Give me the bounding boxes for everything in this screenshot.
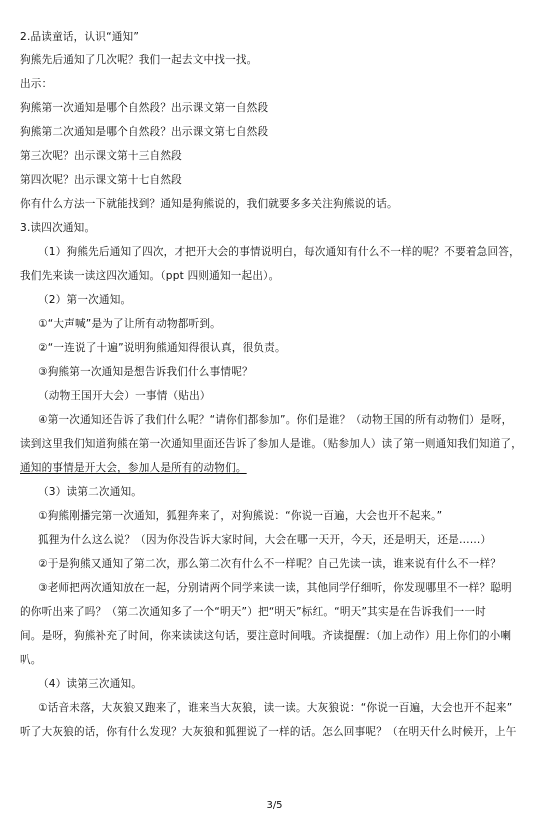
text-line: （动物王国开大会）一事情（贴出） <box>38 390 211 402</box>
text-line: 第四次呢？出示课文第十七自然段 <box>20 174 182 186</box>
underlined-text-line: 通知的事情是开大会，参加人是所有的动物们。 <box>20 462 247 474</box>
text-line: 读到这里我们知道狗熊在第一次通知里面还告诉了参加人是谁。（贴参加人）读了第一则通知我们知道了， <box>20 438 523 450</box>
text-line: 狗熊先后通知了几次呢？我们一起去文中找一找。 <box>20 54 258 66</box>
section-heading: 3.读四次通知。 <box>20 222 96 234</box>
text-line: 狐狸为什么这么说？（因为你没告诉大家时间，大会在哪一天开，今天，还是明天，还是……） <box>38 534 492 546</box>
text-line: 出示： <box>20 78 53 90</box>
text-line: ③老师把两次通知放在一起，分别请两个同学来读一读，其他同学仔细听，你发现哪里不一样？聪明 <box>38 582 512 594</box>
subheading: （3）读第二次通知。 <box>38 486 143 498</box>
page-number: 3/5 <box>266 800 283 811</box>
text-line: ④第一次通知还告诉了我们什么呢？“请你们都参加”。你们是谁？（动物王国的所有动物们）是呀， <box>38 414 513 426</box>
text-line: 间。是呀，狗熊补充了时间，你来读读这句话，要注意时间哦。齐读提醒：（加上动作）用上你们的小喇 <box>20 630 512 642</box>
text-line: （1）狗熊先后通知了四次，才把开大会的事情说明白，每次通知有什么不一样的呢？不要着急回答， <box>38 246 520 258</box>
text-line: 的你听出来了吗？（第二次通知多了一个“明天”）把“明天”标红。“明天”其实是在告诉我们一一时 <box>20 606 486 618</box>
text-line: ①话音未落，大灰狼又跑来了，谁来当大灰狼，读一读。大灰狼说：“你说一百遍，大会也开不起来” <box>38 702 513 714</box>
text-line: 你有什么方法一下就能找到？通知是狗熊说的，我们就要多多关注狗熊说的话。 <box>20 198 398 210</box>
text-line: ②于是狗熊又通知了第二次，那么第二次有什么不一样呢？自己先读一读，谁来说有什么不一样？ <box>38 558 502 570</box>
text-line: 狗熊第二次通知是哪个自然段？出示课文第七自然段 <box>20 126 269 138</box>
text-line: 听了大灰狼的话，你有什么发现？大灰狼和狐狸说了一样的话。怎么回事呢？（在明天什么时候开，上午 <box>20 726 517 738</box>
text-line: 叭。 <box>20 654 42 666</box>
subheading: （2）第一次通知。 <box>38 294 132 306</box>
section-heading: 2.品读童话，认识“通知” <box>20 31 140 43</box>
text-line: ②“一连说了十遍”说明狗熊通知得很认真，很负责。 <box>38 342 286 354</box>
text-line: ①狗熊刚播完第一次通知，狐狸奔来了，对狗熊说：“你说一百遍，大会也开不起来。” <box>38 510 443 522</box>
text-line: 我们先来读一读这四次通知。（ppt 四则通知一起出）。 <box>20 270 280 282</box>
text-line: ①“大声喊”是为了让所有动物都听到。 <box>38 318 221 330</box>
text-line: ③狗熊第一次通知是想告诉我们什么事情呢？ <box>38 366 253 378</box>
subheading: （4）读第三次通知。 <box>38 678 143 690</box>
text-line: 第三次呢？出示课文第十三自然段 <box>20 150 182 162</box>
text-line: 狗熊第一次通知是哪个自然段？出示课文第一自然段 <box>20 102 269 114</box>
